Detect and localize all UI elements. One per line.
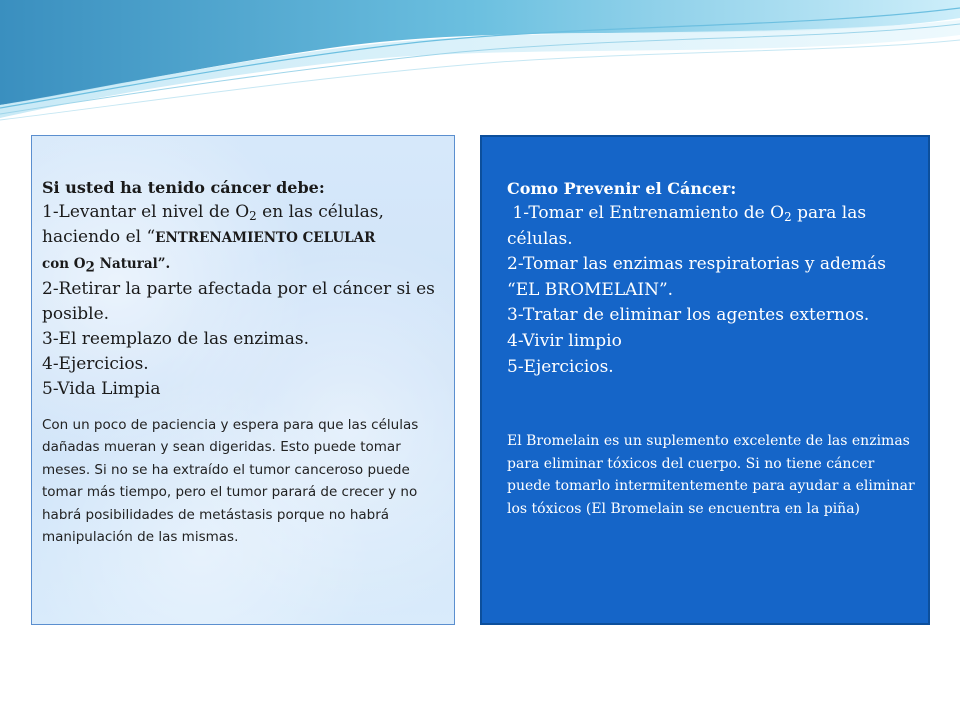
wave-header-decoration bbox=[0, 0, 960, 130]
left-heading: Si usted ha tenido cáncer debe: bbox=[42, 178, 325, 197]
left-item-1-end: con $O_2$ Natural”. bbox=[42, 256, 171, 276]
left-note-paragraph: Con un poco de paciencia y espera para que las células dañadas mueran y sean digeridas. Esto puede tomar meses. Si no se ha extraído el tumor canceroso puede tomar más tiempo, pero el tumor parará de crecer y no habrá posibilidades de metástasis porque no habrá manipulación de las mismas. bbox=[42, 417, 419, 546]
left-item-2: 2-Retirar la parte afectada por el cáncer si es posible. bbox=[42, 279, 435, 324]
left-item-3: 3-El reemplazo de las enzimas. bbox=[42, 329, 310, 349]
left-item-4: 4-Ejercicios. bbox=[42, 354, 149, 374]
right-text-panel bbox=[480, 135, 930, 625]
left-item-1: 1-Levantar el nivel de $O_2$ en las células, bbox=[42, 202, 384, 223]
left-item-1-cont: haciendo el “ENTRENAMIENTO CELULAR bbox=[42, 227, 376, 247]
right-item-3: 3-Tratar de eliminar los agentes externos. bbox=[507, 305, 870, 326]
right-note-paragraph: El Bromelain es un suplemento excelente de las enzimas para eliminar tóxicos del cuerpo. Si no tiene cáncer puede tomarlo intermitentemente para ayudar a eliminar los tóxicos (El Bromelain se encuentra en la piña) bbox=[507, 433, 915, 517]
right-item-5: 5-Ejercicios. bbox=[507, 356, 614, 377]
right-item-2: 2-Tomar las enzimas respiratorias y además “EL BROMELAIN”. bbox=[507, 254, 886, 300]
right-item-4: 4-Vivir limpio bbox=[507, 330, 622, 351]
left-text-panel bbox=[31, 135, 455, 625]
right-heading: Como Prevenir el Cáncer: bbox=[507, 179, 737, 198]
left-item-5: 5-Vida Limpia bbox=[42, 379, 161, 399]
right-item-1: 1-Tomar el Entrenamiento de $O_2$ para las células. bbox=[507, 203, 867, 249]
